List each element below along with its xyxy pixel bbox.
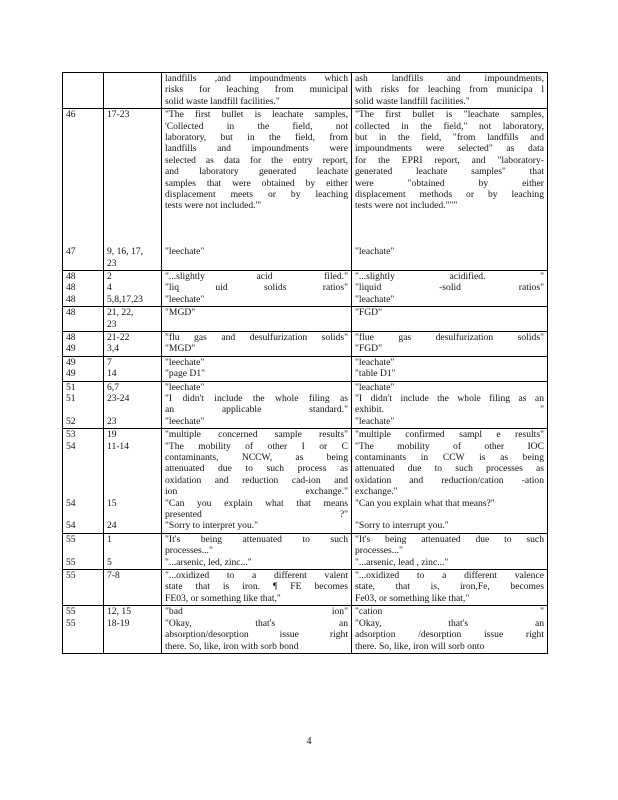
- text-line: impoundments were selected" as data: [355, 143, 544, 155]
- ref-line: [66, 486, 100, 497]
- text-line: contaminants, NCCW, as being: [165, 452, 348, 463]
- corrected-text-cell: [352, 109, 548, 271]
- ref-line: [107, 475, 158, 486]
- ref-line: 51: [66, 392, 76, 404]
- transcript-correction-table: [62, 72, 548, 654]
- text-line: for the EPRI report, and "laboratory-: [355, 154, 544, 166]
- text-line: "MGD": [165, 307, 196, 319]
- text-line: "...arsenic, led, zinc...": [165, 556, 252, 568]
- ref-line: [66, 509, 100, 520]
- ref-line: [66, 189, 100, 200]
- ref-line: 23: [107, 415, 117, 427]
- page-cell: [63, 109, 104, 271]
- ref-line: 49: [66, 368, 76, 380]
- ref-line: [107, 235, 158, 246]
- text-line: "I didn't include the whole filing as: [165, 392, 348, 404]
- text-line: "Sorry to interrupt you.": [355, 520, 449, 532]
- ref-line: [107, 463, 158, 474]
- corrected-text-cell: [352, 429, 548, 534]
- ref-line: [66, 73, 100, 84]
- ref-line: 55: [66, 617, 76, 629]
- ref-line: 4: [107, 282, 112, 294]
- text-line: "I didn't include the whole filing as an: [355, 392, 544, 404]
- corrected-text-cell: [352, 570, 548, 606]
- ref-line: [107, 200, 158, 211]
- text-line: "...oxidized to a different valent: [165, 570, 348, 582]
- text-line: processes...": [355, 545, 403, 557]
- text-line: risks for leaching from municipal: [165, 84, 348, 96]
- text-line: landfills and impoundments were: [165, 143, 348, 155]
- ref-line: 46: [66, 109, 76, 121]
- text-line: exhibit. ": [355, 404, 544, 416]
- ref-line: 48: [66, 270, 76, 282]
- table-row: [63, 356, 548, 381]
- corrected-text-cell: [352, 73, 548, 109]
- text-line: adsorption /desorption issue right: [355, 629, 544, 641]
- text-line: [355, 235, 544, 246]
- line-cell: [104, 331, 162, 356]
- ref-line: [66, 223, 100, 234]
- text-line: selected as data for the entry report,: [165, 154, 348, 166]
- text-line: "The first bullet is leachate samples,: [165, 109, 348, 121]
- text-line: "leechate": [165, 293, 205, 305]
- text-line: absorption/desorption issue right: [165, 629, 348, 641]
- text-line: "...oxidized to a different valence: [355, 570, 544, 582]
- ref-line: 19: [107, 429, 117, 441]
- ref-line: 47: [66, 246, 76, 258]
- ref-line: [66, 121, 100, 132]
- ref-line: [107, 212, 158, 223]
- original-text-cell: [162, 307, 352, 332]
- ref-line: [66, 463, 100, 474]
- text-line: "leachate": [355, 293, 395, 305]
- ref-line: 5,8,17,23: [107, 293, 143, 305]
- ref-line: 14: [107, 368, 117, 380]
- text-line: attenuated due to such process as: [165, 463, 348, 475]
- text-line: "...slightly acid filed.": [165, 270, 348, 282]
- text-line: [355, 223, 544, 234]
- text-line: laboratory, but in the field, from: [165, 132, 348, 144]
- page-cell: [63, 73, 104, 109]
- ref-line: 55: [66, 556, 76, 568]
- text-line: collected in the field," not laboratory,: [355, 120, 544, 132]
- ref-line: [107, 404, 158, 415]
- original-text-cell: [162, 381, 352, 429]
- text-line: "It's being attenuated to such: [165, 533, 348, 545]
- corrected-text-cell: [352, 606, 548, 654]
- text-line: presented ?": [165, 509, 348, 521]
- ref-line: [107, 121, 158, 132]
- page-cell: [63, 381, 104, 429]
- ref-line: [107, 155, 158, 166]
- ref-line: 9, 16, 17,: [107, 246, 143, 258]
- table-row: [63, 381, 548, 429]
- ref-line: 18-19: [107, 617, 130, 629]
- ref-line: [66, 404, 100, 415]
- text-line: there. So, like, iron will sorb onto: [355, 640, 485, 652]
- original-text-cell: [162, 533, 352, 569]
- ref-line: 11-14: [107, 440, 130, 452]
- text-line: "Can you explain what that means?": [355, 497, 495, 509]
- table-row: [63, 331, 548, 356]
- ref-line: 54: [66, 440, 76, 452]
- text-line: "leechate": [165, 381, 205, 393]
- corrected-text-cell: [352, 307, 548, 332]
- text-line: tests were not included.""": [355, 200, 458, 212]
- text-line: "multiple concerned sample results": [165, 429, 348, 441]
- ref-line: [66, 178, 100, 189]
- text-line: oxidation and reduction cad-ion and: [165, 474, 348, 486]
- original-text-cell: [162, 331, 352, 356]
- original-text-cell: [162, 606, 352, 654]
- page-cell: [63, 429, 104, 534]
- ref-line: [66, 166, 100, 177]
- text-line: landfills ,and impoundments which: [165, 73, 348, 84]
- text-line: "flue gas desulfurization solids": [355, 331, 544, 343]
- ref-line: 49: [66, 343, 76, 355]
- text-line: "leachate": [355, 415, 395, 427]
- text-line: oxidation and reduction/cation -ation: [355, 474, 544, 486]
- text-line: there. So, like, iron with sorb bond: [165, 640, 299, 652]
- corrected-text-cell: [352, 270, 548, 306]
- ref-line: [66, 200, 100, 211]
- text-line: [165, 235, 348, 246]
- text-line: and laboratory generated leachate: [165, 166, 348, 178]
- text-line: "flu gas and desulfurization solids": [165, 331, 348, 343]
- table-row: [63, 606, 548, 654]
- text-line: "Sorry to interpret you.": [165, 520, 259, 532]
- ref-line: [107, 545, 158, 556]
- text-line: samples that were obtained by either: [165, 177, 348, 189]
- ref-line: 23-24: [107, 392, 130, 404]
- text-line: "The first bullet is "leachate samples,: [355, 109, 544, 121]
- page-cell: [63, 570, 104, 606]
- line-cell: [104, 73, 162, 109]
- text-line: [165, 212, 348, 223]
- ref-line: 17-23: [107, 109, 130, 121]
- ref-line: 23: [107, 257, 117, 269]
- corrected-text-cell: [352, 331, 548, 356]
- text-line: processes...": [165, 545, 213, 557]
- line-cell: [104, 570, 162, 606]
- original-text-cell: [162, 270, 352, 306]
- ref-line: 52: [66, 415, 76, 427]
- ref-line: [66, 155, 100, 166]
- text-line: "FGD": [355, 343, 383, 355]
- ref-line: 21, 22,: [107, 307, 134, 319]
- text-line: "cation ": [355, 606, 544, 618]
- line-cell: [104, 109, 162, 271]
- text-line: Fe03, or something like that,": [355, 592, 470, 604]
- text-line: "Can you explain what that means: [165, 497, 348, 509]
- ref-line: 55: [66, 533, 76, 545]
- ref-line: [107, 143, 158, 154]
- ref-line: [107, 178, 158, 189]
- ref-line: 49: [66, 356, 76, 368]
- ref-line: 54: [66, 497, 76, 509]
- ref-line: [107, 452, 158, 463]
- text-line: "leechate": [165, 246, 205, 258]
- text-line: attenuated due to such processes as: [355, 463, 544, 475]
- ref-line: 5: [107, 556, 112, 568]
- corrected-text-cell: [352, 356, 548, 381]
- ref-line: 54: [66, 520, 76, 532]
- text-line: "...slightly acidified. ": [355, 270, 544, 282]
- line-cell: [104, 307, 162, 332]
- ref-line: [107, 73, 158, 84]
- ref-line: 15: [107, 497, 117, 509]
- page-cell: [63, 331, 104, 356]
- text-line: "Okay, that's an: [165, 617, 348, 629]
- corrected-text-cell: [352, 381, 548, 429]
- text-line: solid waste landfill facilities.": [355, 95, 470, 107]
- text-line: [355, 509, 544, 520]
- text-line: "liquid -solid ratios": [355, 282, 544, 294]
- text-line: "bad ion": [165, 606, 348, 618]
- line-cell: [104, 533, 162, 569]
- text-line: displacement meets or by leaching: [165, 189, 348, 201]
- ref-line: 7: [107, 356, 112, 368]
- ref-line: [107, 509, 158, 520]
- text-line: "...arsenic, lead , zinc...": [355, 556, 449, 568]
- table-row: [63, 270, 548, 306]
- text-line: "The mobility of other I or C: [165, 440, 348, 452]
- ref-line: 55: [66, 570, 76, 582]
- ref-line: 53: [66, 429, 76, 441]
- text-line: exchange.": [355, 486, 398, 498]
- text-line: "leachate": [355, 381, 395, 393]
- text-line: ash landfills and impoundments,: [355, 73, 544, 84]
- ref-line: 24: [107, 520, 117, 532]
- ref-line: 48: [66, 282, 76, 294]
- table-row: [63, 73, 548, 109]
- line-cell: [104, 381, 162, 429]
- table-row: [63, 429, 548, 534]
- page-cell: [63, 356, 104, 381]
- table-row: [63, 307, 548, 332]
- text-line: "It's being attenuated due to such: [355, 533, 544, 545]
- text-line: contaminants in CCW is as being: [355, 452, 544, 463]
- ref-line: [66, 212, 100, 223]
- text-line: [355, 212, 544, 223]
- ref-line: [107, 223, 158, 234]
- text-line: solid waste landfill facilities.": [165, 95, 280, 107]
- text-line: ion exchange.": [165, 486, 348, 498]
- text-line: with risks for leaching from municipa l: [355, 84, 544, 96]
- original-text-cell: [162, 570, 352, 606]
- page-cell: [63, 270, 104, 306]
- ref-line: 48: [66, 307, 76, 319]
- text-line: "liq uid solids ratios": [165, 282, 348, 294]
- ref-line: [66, 452, 100, 463]
- line-cell: [104, 356, 162, 381]
- text-line: "leechate": [165, 356, 205, 368]
- text-line: "FGD": [355, 307, 383, 319]
- page-cell: [63, 307, 104, 332]
- line-cell: [104, 606, 162, 654]
- text-line: state, that is, iron,Fe, becomes: [355, 581, 544, 593]
- original-text-cell: [162, 429, 352, 534]
- ref-line: 3,4: [107, 343, 119, 355]
- text-line: "MGD": [165, 343, 196, 355]
- ref-line: 51: [66, 381, 76, 393]
- text-line: tests were not included.'": [165, 200, 262, 212]
- text-line: [165, 223, 348, 234]
- text-line: state that is iron. ¶ FE becomes: [165, 581, 348, 593]
- ref-line: [66, 475, 100, 486]
- text-line: "Okay, that's an: [355, 617, 544, 629]
- ref-line: [66, 143, 100, 154]
- page-number: 4: [306, 736, 312, 747]
- text-line: "The mobility of other IOC: [355, 440, 544, 452]
- text-line: an applicable standard.": [165, 404, 348, 416]
- line-cell: [104, 270, 162, 306]
- text-line: "multiple confirmed sampl e results": [355, 429, 544, 441]
- text-line: 'Collected in the field, not: [165, 120, 348, 132]
- line-cell: [104, 429, 162, 534]
- page-cell: [63, 533, 104, 569]
- original-text-cell: [162, 73, 352, 109]
- ref-line: [66, 235, 100, 246]
- ref-line: 48: [66, 293, 76, 305]
- ref-line: 6,7: [107, 381, 119, 393]
- ref-line: [66, 132, 100, 143]
- ref-line: [66, 545, 100, 556]
- text-line: "page D1": [165, 368, 206, 380]
- ref-line: 1: [107, 533, 112, 545]
- original-text-cell: [162, 356, 352, 381]
- ref-line: [107, 132, 158, 143]
- table-row: [63, 109, 548, 271]
- text-line: generated leachate samples" that: [355, 166, 544, 178]
- corrected-text-cell: [352, 533, 548, 569]
- ref-line: 21-22: [107, 331, 130, 343]
- text-line: "table D1": [355, 368, 396, 380]
- table-row: [63, 570, 548, 606]
- ref-line: 2: [107, 270, 112, 282]
- text-line: were "obtained by either: [355, 177, 544, 189]
- text-line: "leachate": [355, 246, 395, 258]
- ref-line: 55: [66, 606, 76, 618]
- ref-line: 7-8: [107, 570, 120, 582]
- text-line: but in the field, "from landfills and: [355, 132, 544, 144]
- text-line: displacement methods or by leaching: [355, 189, 544, 201]
- ref-line: 48: [66, 331, 76, 343]
- ref-line: 12, 15: [107, 606, 131, 618]
- text-line: "leechate": [165, 415, 205, 427]
- ref-line: [107, 166, 158, 177]
- table-row: [63, 533, 548, 569]
- ref-line: [107, 189, 158, 200]
- text-line: FE03, or something like that,": [165, 592, 281, 604]
- ref-line: 23: [107, 318, 117, 330]
- page-cell: [63, 606, 104, 654]
- ref-line: [107, 486, 158, 497]
- text-line: "leachate": [355, 356, 395, 368]
- original-text-cell: [162, 109, 352, 271]
